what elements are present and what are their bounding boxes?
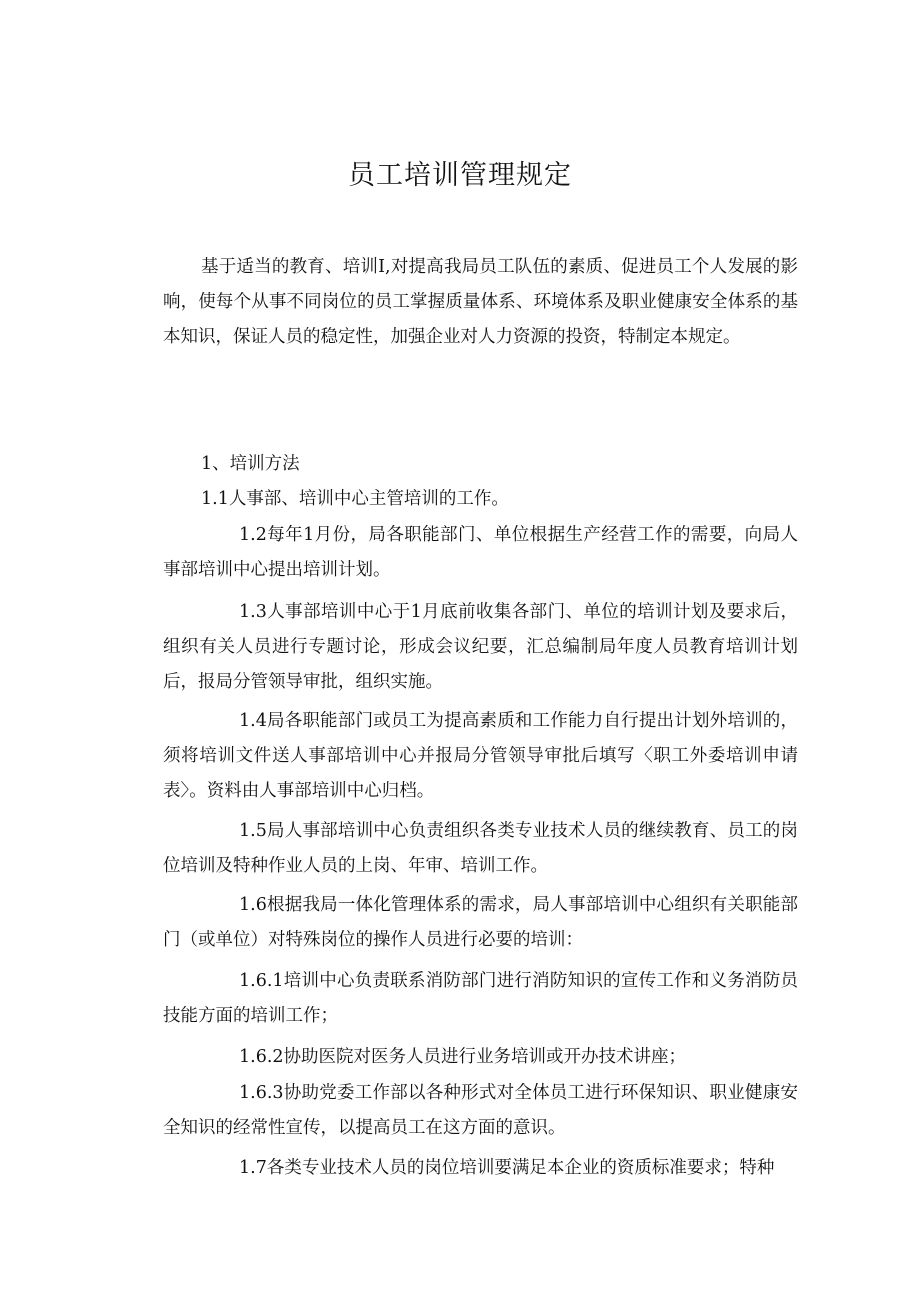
item-text: 1.1人事部、培训中心主管培训的工作。 [201, 489, 509, 509]
list-item [163, 595, 798, 700]
item-number: 1.5 [239, 821, 267, 841]
item-text: 人事部培训中心于1月底前收集各部门、单位的培训计划及要求后，组织有关人员进行专题讨论，形成会议纪要，汇总编制局年度人员教育培训计划后，报局分管领导审批，组织实施。 [163, 602, 798, 692]
item-text: .1培训中心负责联系消防部门进行消防知识的宣传工作和义务消防员技能方面的培训工作； [163, 971, 798, 1026]
list-item [163, 482, 798, 517]
list-item [163, 704, 798, 809]
list-item [163, 518, 798, 588]
item-number: 1.6 [239, 971, 267, 991]
item-number: 1.3 [239, 602, 267, 622]
item-number: 1.6 [239, 895, 267, 915]
item-text: 每年1月份，局各职能部门、单位根据生产经营工作的需要，向局人事部培训中心提出培训计划。 [163, 525, 798, 580]
item-text: 局人事部培训中心负责组织各类专业技术人员的继续教育、员工的岗位培训及特种作业人员的上岗、年审、培训工作。 [163, 821, 798, 876]
document-title: 员工培训管理规定 [348, 160, 572, 191]
item-text: 根据我局一体化管理体系的需求，局人事部培训中心组织有关职能部门（或单位）对特殊岗位的操作人员进行必要的培训： [163, 895, 798, 950]
item-number: 1.6.2 [239, 1047, 284, 1067]
item-text: 局各职能部门或员工为提高素质和工作能力自行提出计划外培训的，须将培训文件送人事部培训中心并报局分管领导审批后填写〈职工外委培训申请表〉。资料由人事部培训中心归档。 [163, 711, 798, 801]
item-number: 1.4 [239, 711, 267, 731]
item-number: 1.7 [239, 1158, 267, 1178]
item-text: 各类专业技术人员的岗位培训要满足本企业的资质标准要求；特种 [266, 1158, 775, 1178]
item-number: 1.2 [239, 525, 267, 545]
list-item [163, 964, 798, 1034]
list-item [163, 1151, 798, 1186]
list-item [163, 1076, 798, 1146]
list-item [163, 888, 798, 958]
list-item [163, 1040, 798, 1075]
item-number: 1.6.3 [239, 1083, 284, 1103]
list-item [163, 814, 798, 884]
item-text: 协助党委工作部以各种形式对全体员工进行环保知识、职业健康安全知识的经常性宣传，以提高员工在这方面的意识。 [163, 1083, 798, 1138]
section-heading: 1、培训方法 [201, 454, 300, 474]
intro-paragraph: 基于适当的教育、培训I,对提高我局员工队伍的素质、促进员工个人发展的影响，使每个从事不同岗位的员工掌握质量体系、环境体系及职业健康安全体系的基本知识，保证人员的稳定性，加强企业对人力资源的投资，特制定本规定。 [163, 257, 798, 347]
item-text: 协助医院对医务人员进行业务培训或开办技术讲座； [283, 1047, 687, 1067]
